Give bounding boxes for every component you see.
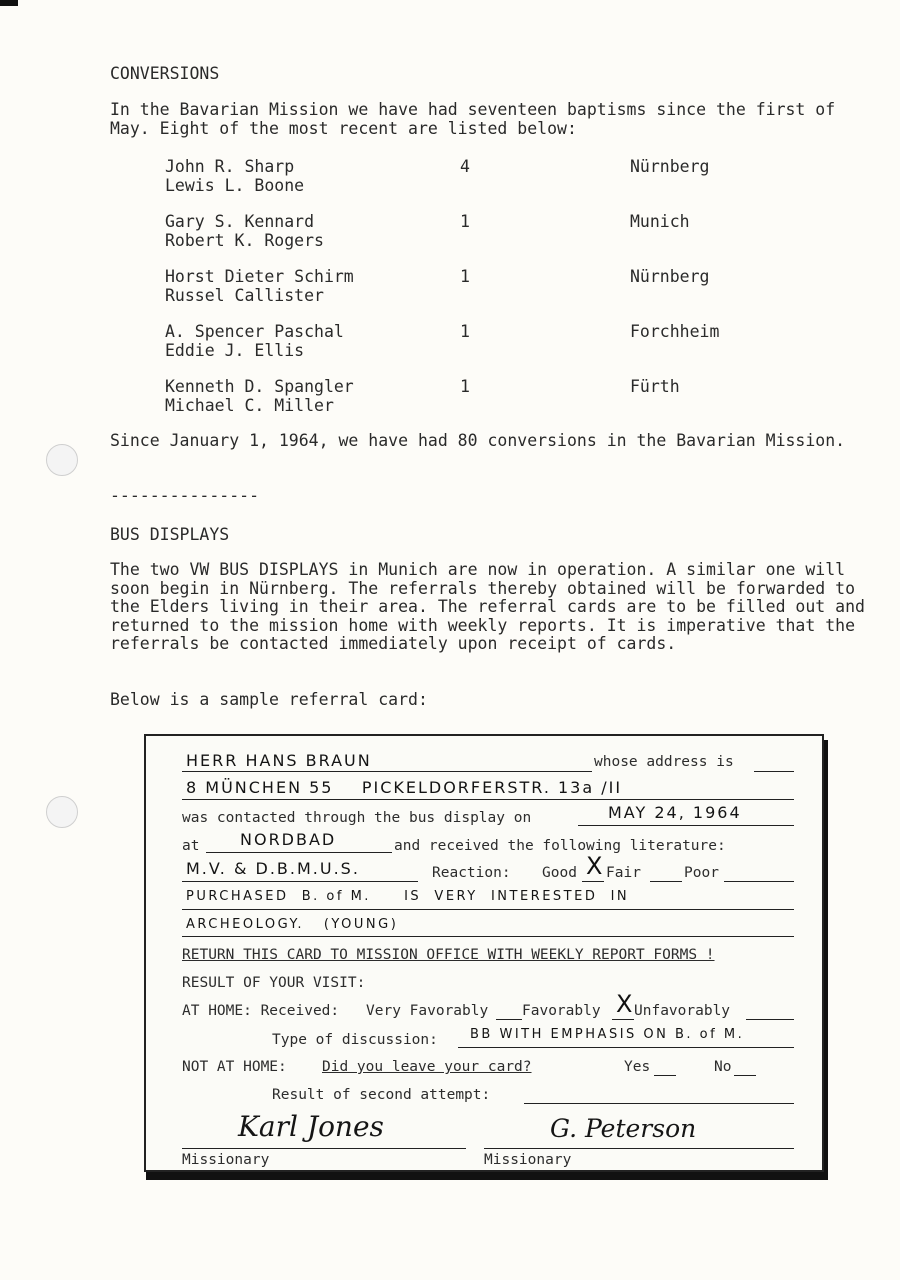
signature-missionary-2: G. Peterson	[550, 1114, 697, 1143]
bus-displays-heading: BUS DISPLAYS	[110, 525, 230, 544]
entry-city: Fürth	[630, 377, 680, 396]
conversions-heading: CONVERSIONS	[110, 64, 220, 83]
literature-received: M.V. & D.B.M.U.S.	[186, 859, 360, 878]
reaction-poor-label: Poor	[684, 865, 719, 881]
name-line	[182, 771, 592, 772]
contact-date: MAY 24, 1964	[608, 803, 742, 822]
corner-mark	[0, 0, 18, 6]
unfavorably-line	[746, 1019, 794, 1020]
entry-number: 1	[460, 377, 470, 396]
address-line-end	[754, 771, 794, 772]
missionary-label-1: Missionary	[182, 1152, 270, 1168]
referral-card	[144, 734, 824, 1172]
entry-name: Lewis L. Boone	[165, 176, 305, 195]
entry-name: A. Spencer Paschal	[165, 322, 344, 341]
good-line	[582, 881, 604, 882]
yes-line	[654, 1075, 676, 1076]
not-home-label: NOT AT HOME:	[182, 1059, 287, 1075]
yes-label: Yes	[624, 1059, 651, 1075]
entry-name: Russel Callister	[165, 286, 324, 305]
leave-card-question: Did you leave your card?	[322, 1059, 532, 1075]
notes-rule-2	[182, 936, 794, 937]
entry-number: 4	[460, 157, 470, 176]
poor-line	[724, 881, 794, 882]
entry-name: Robert K. Rogers	[165, 231, 324, 250]
address-line	[182, 799, 794, 800]
literature-line	[182, 881, 418, 882]
conversions-intro: In the Bavarian Mission we have had seventeen baptisms since the first of May. Eight of the most recent are listed below:	[110, 100, 836, 138]
entry-number: 1	[460, 322, 470, 341]
missionary-label-2: Missionary	[484, 1152, 572, 1168]
result-heading: RESULT OF YOUR VISIT:	[182, 975, 366, 991]
very-favorably-label: Very Favorably	[366, 1003, 489, 1019]
entry-number: 1	[460, 212, 470, 231]
literature-label: and received the following literature:	[394, 838, 726, 854]
favorably-label: Favorably	[522, 1003, 601, 1019]
entry-name: Horst Dieter Schirm	[165, 267, 354, 286]
very-favorably-line	[496, 1019, 522, 1020]
date-line	[578, 825, 794, 826]
discussion-label: Type of discussion:	[272, 1032, 438, 1048]
discussion-line	[458, 1047, 794, 1048]
entry-name: Kenneth D. Spangler	[165, 377, 354, 396]
conversions-summary: Since January 1, 1964, we have had 80 conversions in the Bavarian Mission.	[110, 431, 846, 450]
reaction-fair-label: Fair	[606, 865, 641, 881]
signature-line-2	[484, 1148, 794, 1149]
entry-number: 1	[460, 267, 470, 286]
favorably-check: X	[616, 990, 633, 1018]
notes-line-2: ARCHEOLOGY. (YOUNG)	[186, 917, 399, 932]
entry-name: Eddie J. Ellis	[165, 341, 305, 360]
second-attempt-label: Result of second attempt:	[272, 1087, 491, 1103]
section-separator: ---------------	[110, 486, 260, 505]
notes-rule-1	[182, 909, 794, 910]
contact-place: NORDBAD	[240, 830, 337, 849]
entry-name: Michael C. Miller	[165, 396, 334, 415]
unfavorably-label: Unfavorably	[634, 1003, 731, 1019]
at-label: at	[182, 838, 200, 854]
entry-city: Nürnberg	[630, 157, 710, 176]
signature-missionary-1: Karl Jones	[238, 1110, 384, 1143]
notes-line-1: PURCHASED B. of M. IS VERY INTERESTED IN	[186, 889, 630, 904]
reaction-good-check: X	[586, 852, 603, 880]
contact-label: was contacted through the bus display on	[182, 810, 532, 826]
fair-line	[650, 881, 682, 882]
at-home-label: AT HOME: Received:	[182, 1003, 340, 1019]
no-label: No	[714, 1059, 732, 1075]
sample-card-intro: Below is a sample referral card:	[110, 690, 428, 709]
discussion-type: BB WITH EMPHASIS ON B. of M.	[470, 1027, 745, 1042]
punch-hole	[46, 444, 78, 476]
referral-address: 8 MÜNCHEN 55 PICKELDORFERSTR. 13a /II	[186, 778, 623, 797]
second-attempt-line	[524, 1103, 794, 1104]
return-notice: RETURN THIS CARD TO MISSION OFFICE WITH WEEKLY REPORT FORMS !	[182, 947, 715, 963]
signature-line-1	[182, 1148, 466, 1149]
entry-city: Forchheim	[630, 322, 720, 341]
entry-name: Gary S. Kennard	[165, 212, 315, 231]
reaction-label: Reaction:	[432, 865, 511, 881]
reaction-good-label: Good	[542, 865, 577, 881]
address-label: whose address is	[594, 754, 734, 770]
entry-city: Munich	[630, 212, 690, 231]
punch-hole	[46, 796, 78, 828]
no-line	[734, 1075, 756, 1076]
place-line	[206, 852, 392, 853]
bus-displays-body: The two VW BUS DISPLAYS in Munich are now in operation. A similar one will soon begin in Nürnberg. The referrals thereby obtained will be forwarded to the Elders living in their area. The referral cards are to be filled out and returned to the mission home with weekly reports. It is imperative that the referrals be contacted immediately upon receipt of cards.	[110, 560, 865, 654]
entry-city: Nürnberg	[630, 267, 710, 286]
referral-name: HERR HANS BRAUN	[186, 751, 372, 770]
favorably-line	[612, 1019, 634, 1020]
entry-name: John R. Sharp	[165, 157, 295, 176]
